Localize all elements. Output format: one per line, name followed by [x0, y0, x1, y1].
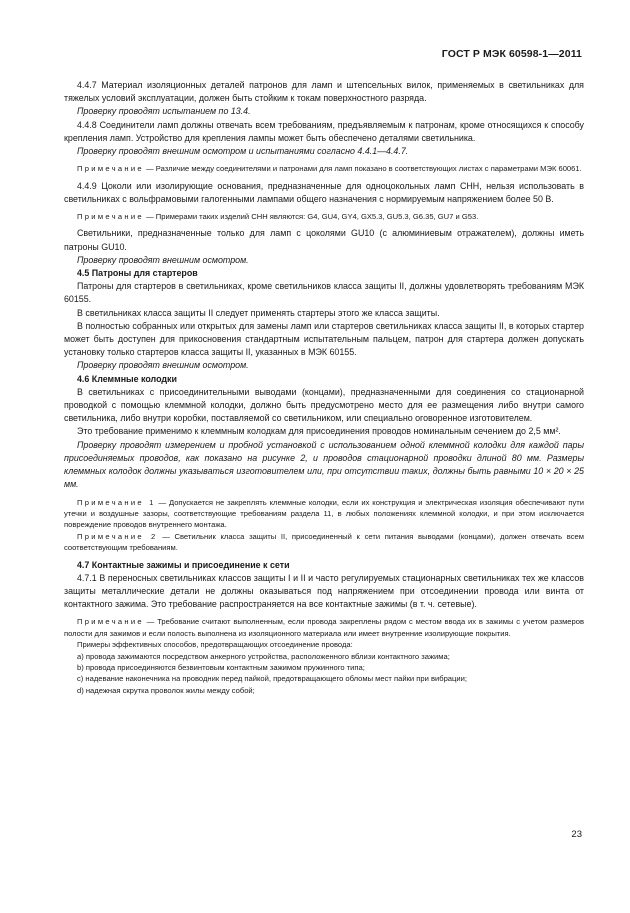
section-heading-4-6: 4.6 Клеммные колодки	[77, 373, 177, 384]
terminal-blocks-paragraph: В светильниках с присоединительными выводами (концами), предназначенными для соединения со стационарной проводкой с помощью клеммной колодки, должно быть предусмотрено место для ее размещения либо внутри самого светильника, либо внутри коробки, поставляемой со светильником, или специально оговоренное изготовителем.	[64, 386, 584, 424]
note-label: Примечание 1	[77, 497, 156, 507]
note-connectors	[64, 163, 584, 174]
note-list-intro: Примеры эффективных способов, предотвращающих отсоединение провода:	[77, 640, 353, 650]
note-label: Примечание	[77, 212, 144, 222]
section-heading-4-7: 4.7 Контактные зажимы и присоединение к сети	[77, 559, 290, 570]
clause-4-4-9: 4.4.9 Цоколи или изолирующие основания, предназначенные для одноцокольных ламп СНН, нельзя использовать в светильниках с вольфрамовыми галогенными лампами общего назначения с нормируемым напряжением более 50 В.	[64, 180, 584, 204]
note-label: Примечание	[77, 164, 144, 174]
note-text: — Примерами таких изделий СНН являются: G4, GU4, GY4, GX5.3, GU5.3, G6.35, GU7 и G53.	[146, 212, 479, 222]
verification-4-5: Проверку проводят внешним осмотром.	[77, 360, 249, 371]
clause-4-4-8: 4.4.8 Соединители ламп должны отвечать всем требованиям, предъявляемым к патронам, кроме относящихся к способу крепления ламп. Устройство для крепления лампы может быть обеспечено деталями светильника.	[64, 119, 584, 143]
note-text: — Требование считают выполненным, если провода закреплены рядом с местом ввода их в зажимы с учетом размеров полости для зажимов и если полость выполнена из изоляционного материала или имеет внутренние изолирующие покрытия.	[64, 617, 584, 638]
note-2-terminal-blocks	[64, 531, 584, 554]
note-text: — Светильник класса защиты II, присоединенный к сети питания выводами (концами), должен отвечать всем соответствующим требованиям.	[64, 531, 584, 553]
assembled-luminaires-paragraph: В полностью собранных или открытых для замены ламп или стартеров светильниках класса защиты II, в которых стартер может быть доступен для прикосновения стандартным испытательным пальцем, патрон для стартера должен допускать установку только стартеров класса защиты II, указанных в МЭК 60155.	[64, 320, 584, 358]
page-content	[64, 79, 584, 696]
note-terminals	[64, 616, 584, 639]
note-1-terminal-blocks	[64, 497, 584, 531]
verification-4-4-7: Проверку проводят испытанием по 13.4.	[77, 106, 251, 117]
note-text: — Допускается не закреплять клеммные колодки, если их конструкция и электрическая изоляция обеспечивают пути утечки и воздушные зазоры, соответствующие требованиям раздела 11, в любых положениях клеммной колодки, и при этом исключается повреждение проводов внутреннего монтажа.	[64, 497, 584, 530]
note-list-item-d: d) надежная скрутка проволок жилы между собой;	[77, 685, 255, 695]
document-header: ГОСТ Р МЭК 60598-1—2011	[441, 48, 582, 60]
cross-section-paragraph: Это требование применимо к клеммным колодкам для присоединения проводов номинальным сечением до 2,5 мм².	[77, 426, 561, 437]
section-heading-4-5: 4.5 Патроны для стартеров	[77, 268, 198, 279]
note-elv-examples	[64, 211, 584, 222]
class-ii-starters-paragraph: В светильниках класса защиты II следует применять стартеры этого же класса защиты.	[77, 307, 440, 318]
clause-4-4-7: 4.4.7 Материал изоляционных деталей патронов для ламп и штепсельных вилок, применяемых в светильниках для тяжелых условий эксплуатации, должен быть стойким к токам поверхностного разряда.	[64, 80, 584, 104]
note-label: Примечание 2	[77, 531, 158, 541]
gu10-paragraph: Светильники, предназначенные только для ламп с цоколями GU10 (с алюминиевым отражателем), должны иметь патроны GU10.	[64, 228, 584, 252]
verification-4-6: Проверку проводят измерением и пробной установкой с использованием одной клеммной колодки для каждой пары присоединяемых проводов, как показано на рисунке 2, и проводов стационарной проводки длиной 80 мм. Размеры клеммных колодок должны указываться изготовителем или, при отсутствии таких, должны быть равными 10 × 20 × 25 мм.	[64, 439, 584, 490]
note-label: Примечание	[77, 617, 144, 627]
verification-4-4-8: Проверку проводят внешним осмотром и испытаниями согласно 4.4.1—4.4.7.	[77, 146, 409, 157]
starter-holders-paragraph: Патроны для стартеров в светильниках, кроме светильников класса защиты II, должны удовлетворять требованиям МЭК 60155.	[64, 281, 584, 305]
note-list-item-a: a) провода зажимаются посредством анкерного устройства, расположенного вблизи контактного зажима;	[77, 651, 450, 661]
clause-4-7-1: 4.7.1 В переносных светильниках классов защиты I и II и часто регулируемых стационарных светильниках тех же классов защиты металлические детали не должны оказываться под напряжением при отсоединении провода или винта от контактного зажима. Это требование распространяется на все контактные зажимы (в т. ч. сетевые).	[64, 572, 584, 610]
verification-gu10: Проверку проводят внешним осмотром.	[77, 254, 249, 265]
note-text: — Различие между соединителями и патронами для ламп показано в соответствующих листах с параметрами МЭК 60061.	[146, 164, 582, 174]
note-list-item-b: b) провода присоединяются безвинтовым контактным зажимом пружинного типа;	[77, 662, 365, 672]
note-list-item-c: c) надевание наконечника на проводник перед пайкой, предотвращающего обломы мест пайки при вибрации;	[77, 674, 467, 684]
page-number: 23	[571, 829, 582, 840]
